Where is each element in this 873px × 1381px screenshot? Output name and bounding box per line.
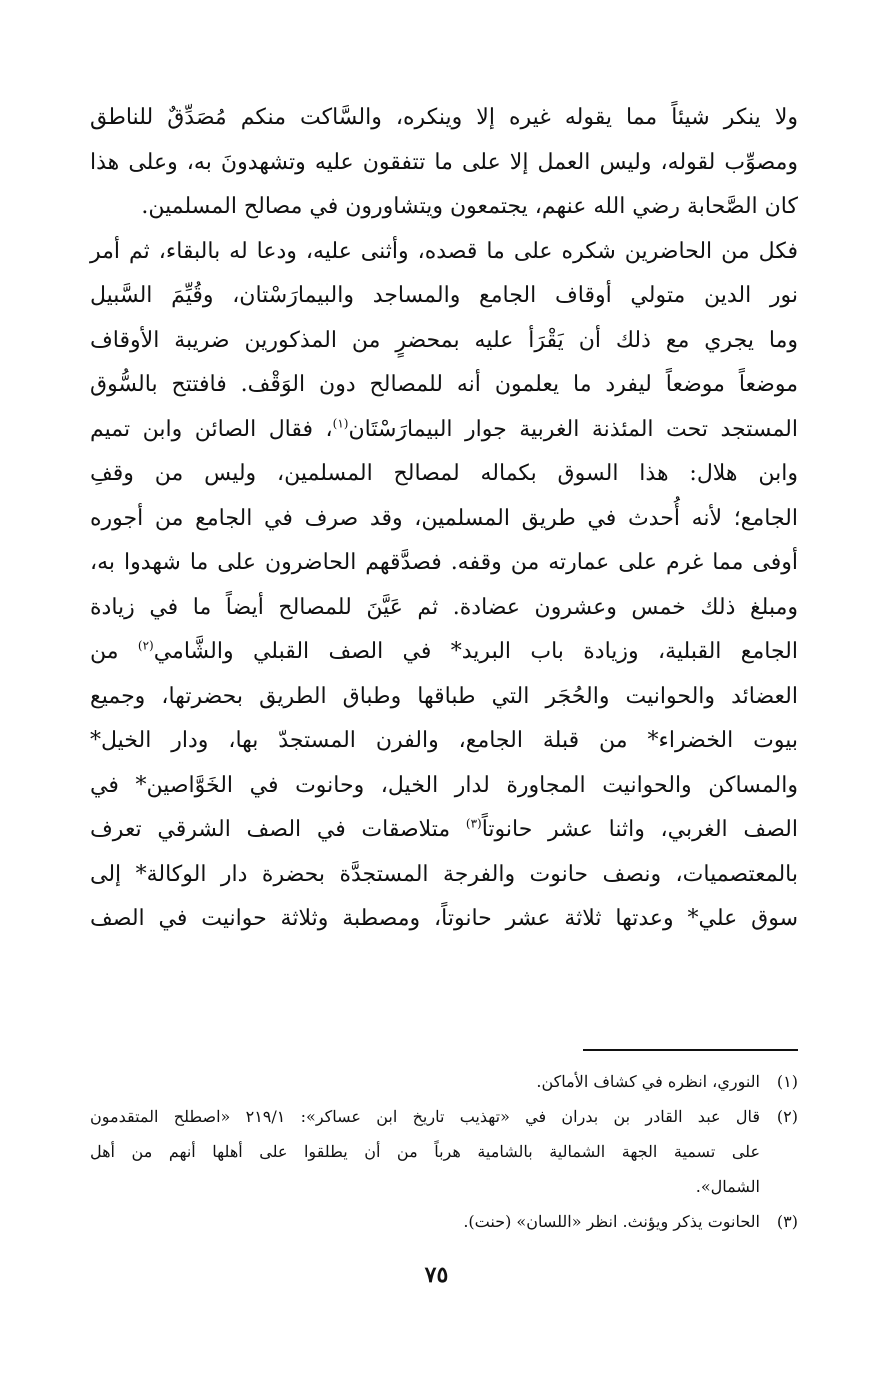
text-line-9: وابن هلال: هذا السوق بكماله لمصالح المسلمين، وليس من وقفِ xyxy=(90,461,798,486)
footnote-ref-3: (٣) xyxy=(465,816,482,831)
text-line-8 xyxy=(90,408,798,453)
text-line-10: الجامع؛ لأنه أُحدث في طريق المسلمين، وقد صرف في الجامع من أجوره xyxy=(90,505,798,531)
footnote-ref-1: (١) xyxy=(332,416,349,431)
text-line-8-end: ، فقال الصائن وابن تميم xyxy=(90,416,333,442)
footnote-number: (٢) xyxy=(776,1107,798,1126)
text-line-15: بيوت الخضراء* من قبلة الجامع، والفرن المستجدّ بها، ودار الخيل* xyxy=(90,728,798,753)
text-line-2: ومصوِّب لقوله، وليس العمل إلا على ما تتفقون عليه وتشهدونَ به، وعلى هذا xyxy=(90,149,798,175)
footnote-line: الحانوت يذكر ويؤنث. انظر «اللسان» (حنت). xyxy=(463,1212,760,1231)
text-line-17-end: متلاصقات في الصف الشرقي تعرف xyxy=(90,817,466,842)
footnotes xyxy=(90,1064,798,1239)
footnote-line: قال عبد القادر بن بدران في «تهذيب تاريخ ابن عساكر»: ٢١٩/١ «اصطلح المتقدمون xyxy=(90,1107,761,1126)
footnote-line: الشمال». xyxy=(695,1177,760,1196)
main-text xyxy=(90,96,798,942)
text-line-13-end: من xyxy=(90,639,138,664)
text-line-8-start: المستجد تحت المئذنة الغربية جوار البيمارَسْتَان xyxy=(348,416,798,442)
text-line-12: ومبلغ ذلك خمس وعشرون عضادة. ثم عَيَّنَ للمصالح أيضاً ما في زيادة xyxy=(90,594,798,620)
text-line-17 xyxy=(90,808,798,853)
text-line-4: فكل من الحاضرين شكره على ما قصده، وأثنى عليه، ودعا له بالبقاء، ثم أمر xyxy=(90,238,798,264)
text-line-1: ولا ينكر شيئاً مما يقوله غيره إلا وينكره، والسَّاكت منكم مُصَدِّقٌ للناطق xyxy=(90,105,798,130)
footnote-1 xyxy=(90,1064,798,1099)
text-line-13 xyxy=(90,630,798,675)
footnote-number: (١) xyxy=(776,1072,798,1091)
footnote-number: (٣) xyxy=(776,1212,798,1231)
text-line-19: سوق علي* وعدتها ثلاثة عشر حانوتاً، ومصطبة وثلاثة حوانيت في الصف xyxy=(90,906,798,931)
text-line-11: أوفى مما غرم على عمارته من وقفه. فصدَّقهم الحاضرون على ما شهدوا به، xyxy=(90,550,798,575)
footnote-2 xyxy=(90,1099,798,1204)
footnote-ref-2: (٢) xyxy=(137,638,154,653)
text-line-18: بالمعتصميات، ونصف حانوت والفرجة المستجدَّة بحضرة دار الوكالة* إلى xyxy=(90,861,798,887)
text-line-7: موضعاً موضعاً ليفرد ما يعلمون أنه للمصالح دون الوَقْف. فافتتح بالسُّوق xyxy=(90,372,798,397)
footnote-3 xyxy=(90,1204,798,1239)
text-line-16: والمساكن والحوانيت المجاورة لدار الخيل، وحانوت في الخَوَّاصين* في xyxy=(90,772,798,798)
footnote-separator xyxy=(583,1049,798,1051)
text-line-6: وما يجري مع ذلك أن يَقْرَأ عليه بمحضرٍ من المذكورين ضريبة الأوقاف xyxy=(90,327,798,353)
text-line-17-start: الصف الغربي، واثنا عشر حانوتاً xyxy=(481,817,799,842)
footnote-line: النوري، انظره في كشاف الأماكن. xyxy=(536,1072,760,1091)
footnote-line: على تسمية الجهة الشمالية بالشامية هرباً من أن يطلقوا على أهلها أنهم من أهل xyxy=(90,1142,760,1161)
text-line-14: العضائد والحوانيت والحُجَر التي طباقها وطباق الطريق بحضرتها، وجميع xyxy=(90,683,798,709)
text-line-3: كان الصَّحابة رضي الله عنهم، يجتمعون ويتشاورون في مصالح المسلمين. xyxy=(141,194,798,219)
text-line-5: نور الدين متولي أوقاف الجامع والمساجد والبيمارَسْتان، وقُيِّمَ السَّبيل xyxy=(90,283,798,308)
text-line-13-start: الجامع القبلية، وزيادة باب البريد* في الصف القبلي والشَّامي xyxy=(153,639,798,664)
page-number: ٧٥ xyxy=(424,1262,449,1288)
